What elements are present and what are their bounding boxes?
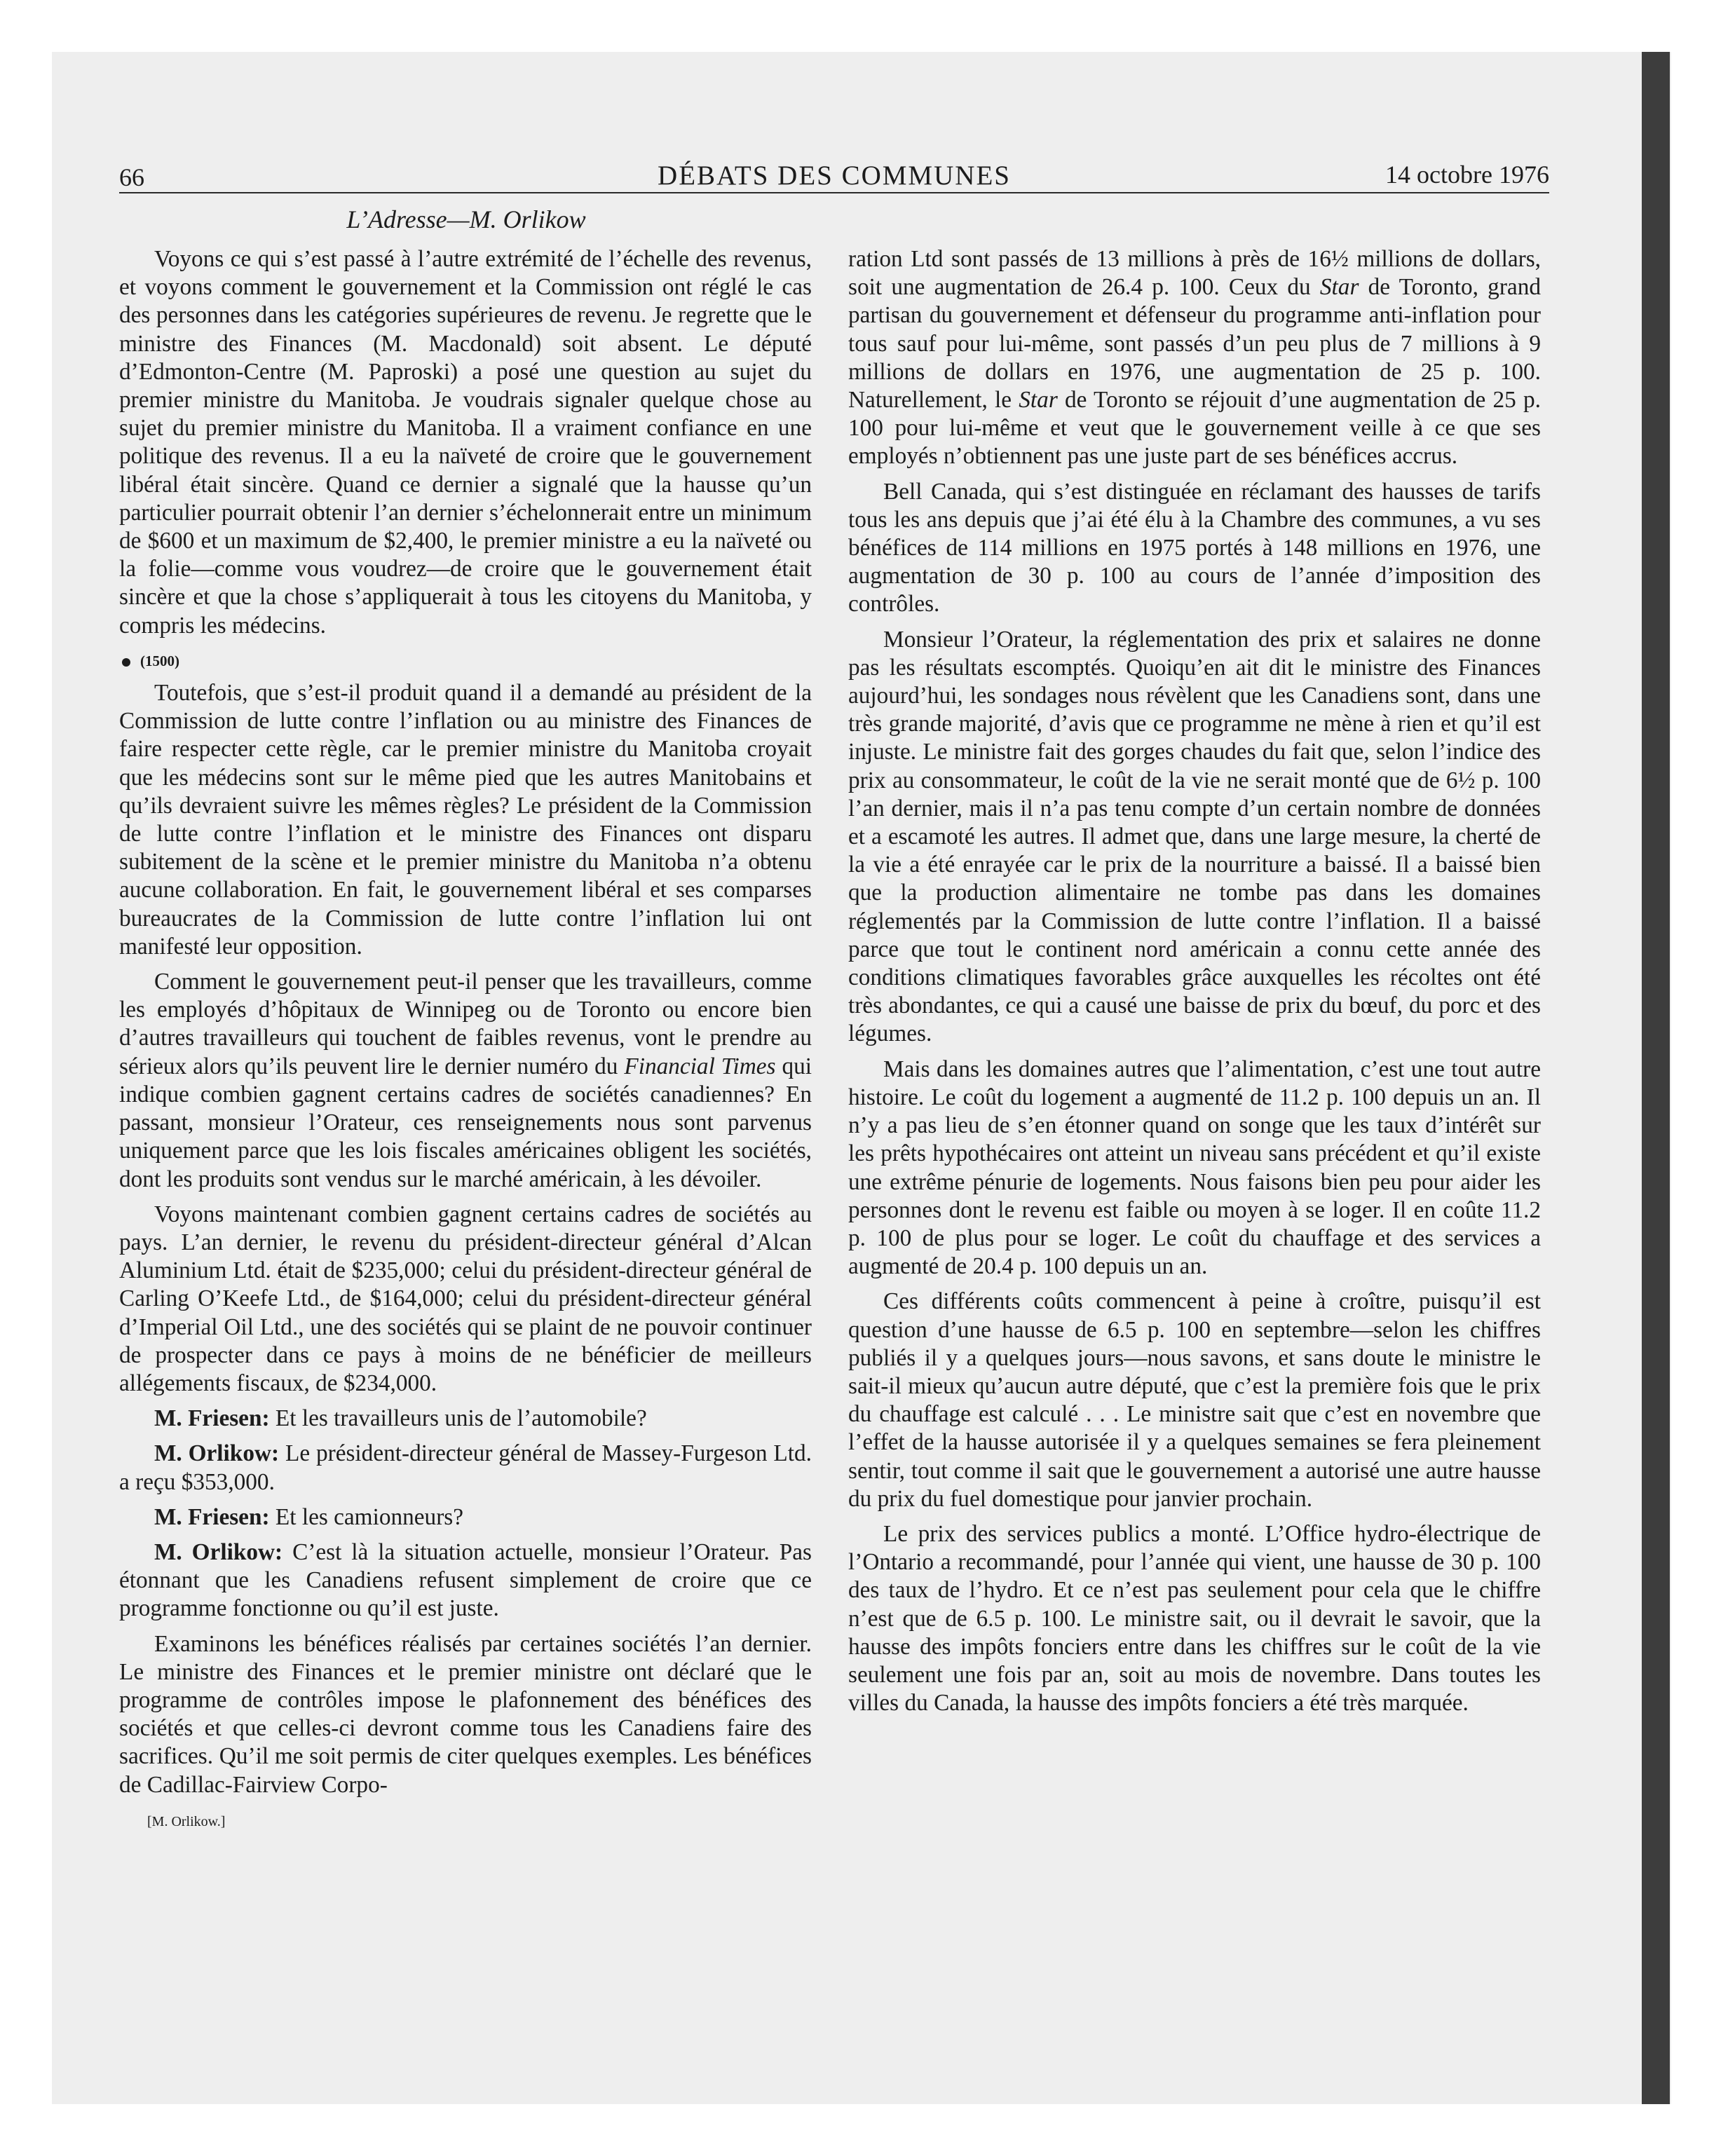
time-marker-label: (1500) xyxy=(140,652,179,669)
section-subheading: L’Adresse—M. Orlikow xyxy=(346,205,586,233)
paragraph-text: qui indique combien gagnent certains cadres de sociétés canadiennes? En passant, monsieur l’Orateur, ces renseignements nous sont parvenus uniquement parce que les lois fiscales américaines obligent les sociétés, dont les produits sont vendus sur le marché américain, à les dévoiler. xyxy=(119,1053,812,1192)
paragraph: Examinons les bénéfices réalisés par certaines sociétés l’an dernier. Le ministre des Finances et le premier ministre ont déclaré que le programme de contrôles impose le plafonnement des bénéfices des sociétés et que celles-ci devront comme tous les Canadiens faire des sacrifices. Qu’il me soit permis de citer quelques exemples. Les bénéfices de Cadillac-Fairview Corpo- xyxy=(119,1630,812,1798)
paragraph-text: de Toronto se réjouit d’une augmentation de 25 p. 100 pour lui-même et veut que le gouvernement veille à ce que ses employés n’obtiennent pas une juste part de ses bénéfices accrus. xyxy=(848,387,1541,470)
page-header xyxy=(119,158,1549,193)
page-date: 14 octobre 1976 xyxy=(1385,161,1549,189)
paragraph: Mais dans les domaines autres que l’alimentation, c’est une tout autre histoire. Le coût du logement a augmenté de 11.2 p. 100 depuis un an. Il n’y a pas lieu de s’en étonner quand on songe que les taux d’intérêt sur les prêts hypothécaires ont atteint un niveau sans précédent et qu’il existe une extrême pénurie de logements. Nous faisons bien peu pour aider les personnes dont le revenu est faible ou moyen à se loger. Il en coûte 11.2 p. 100 de plus pour se loger. Le coût du chauffage et des services a augmenté de 20.4 p. 100 depuis un an. xyxy=(848,1056,1541,1280)
publication-name: Financial Times xyxy=(624,1053,776,1079)
remark-text: Et les travailleurs unis de l’automobile? xyxy=(269,1405,647,1432)
bullet-icon xyxy=(122,658,130,667)
scan-edge-bar xyxy=(1642,52,1670,2104)
paragraph-text: de Toronto, grand partisan du gouvernement et défenseur du programme anti-inflation pour tous sauf pour lui-même, sont passés d’un peu plus de 7 millions à 9 millions de dollars en 1976, une augmentation de 25 p. 100. Naturellement, le xyxy=(848,274,1541,414)
right-column xyxy=(848,245,1541,1724)
left-column xyxy=(119,245,812,1836)
speaker-name: M. Orlikow: xyxy=(154,1538,283,1565)
paragraph: Voyons maintenant combien gagnent certains cadres de sociétés au pays. L’an dernier, le revenu du président-directeur général d’Alcan Aluminium Ltd. était de $235,000; celui du président-directeur général de Carling O’Keefe Ltd., de $164,000; celui du président-directeur général d’Imperial Oil Ltd., une des sociétés qui se plaint de ne pouvoir continuer de prospecter dans ce pays à moins de ne bénéficier de meilleurs allégements fiscaux, de $234,000. xyxy=(119,1201,812,1396)
time-marker xyxy=(119,647,812,675)
paragraph-text: ration Ltd sont passés de 13 millions à près de 16½ millions de dollars, soit une augmentation de 26.4 p. 100. Ceux du xyxy=(848,246,1541,301)
paragraph: Le prix des services publics a monté. L’Office hydro-électrique de l’Ontario a recommandé, pour l’année qui vient, une hausse de 30 p. 100 des taux de l’hydro. Et ce n’est pas seulement pour cela que le chiffre n’est que de 6.5 p. 100. Le ministre sait, ou il devrait le savoir, que la hausse des impôts fonciers entre dans les chiffres sur le coût de la vie seulement une fois par an, soit au mois de novembre. Dans toutes les villes du Canada, la hausse des impôts fonciers a été très marquée. xyxy=(848,1520,1541,1717)
remark-text: C’est là la situation actuelle, monsieur l’Orateur. Pas étonnant que les Canadiens refusent simplement de croire que ce programme fonctionne ou qu’il est juste. xyxy=(119,1538,812,1622)
publication-name: Star xyxy=(1019,387,1058,414)
speaker-remark xyxy=(119,1503,812,1531)
paragraph: Voyons ce qui s’est passé à l’autre extrémité de l’échelle des revenus, et voyons comment le gouvernement et la Commission ont réglé le cas des personnes dans les catégories supérieures de revenu. Je regrette que le ministre des Finances (M. Macdonald) soit absent. Le député d’Edmonton-Centre (M. Paproski) a posé une question au sujet du premier ministre du Manitoba. Je voudrais signaler quelque chose au sujet du premier ministre du Manitoba. Il a vraiment confiance en une politique des revenus. Il a eu la naïveté de croire que le gouvernement libéral était sincère. Quand ce dernier a signalé que la hausse qu’un particulier pourrait obtenir l’an dernier s’échelonnerait entre un minimum de $600 et un maximum de $2,400, le premier ministre a eu la naïveté ou la folie—comme vous voudrez—de croire que le gouvernement était sincère et que la chose s’appliquerait à tous les citoyens du Manitoba, y compris les médecins. xyxy=(119,246,812,639)
speaker-name: M. Friesen: xyxy=(154,1503,270,1530)
speaker-name: M. Friesen: xyxy=(154,1405,270,1432)
publication-title: DÉBATS DES COMMUNES xyxy=(658,161,1011,191)
speaker-attribution: [M. Orlikow.] xyxy=(147,1813,226,1829)
paragraph-text: Comment le gouvernement peut-il penser que les travailleurs, comme les employés d’hôpitaux de Winnipeg ou de Toronto ou encore bien d’autres travailleurs qui touchent de faibles revenus, vont le prendre au sérieux alors qu’ils peuvent lire le dernier numéro du xyxy=(119,969,812,1079)
speaker-remark xyxy=(119,1440,812,1496)
remark-text: Et les camionneurs? xyxy=(269,1503,464,1530)
speaker-remark xyxy=(119,1405,812,1433)
paragraph: Bell Canada, qui s’est distinguée en réclamant des hausses de tarifs tous les ans depuis que j’ai été élu à la Chambre des communes, a vu ses bénéfices de 114 millions en 1975 portés à 148 millions en 1976, une augmentation de 30 p. 100 au cours de l’année d’imposition des contrôles. xyxy=(848,478,1541,618)
page-number: 66 xyxy=(119,163,144,191)
paragraph: Monsieur l’Orateur, la réglementation des prix et salaires ne donne pas les résultats escomptés. Quoiqu’en ait dit le ministre des Finances aujourd’hui, les sondages nous révèlent que les Canadiens sont, dans une très grande majorité, d’avis que ce programme ne mène à rien et qu’il est injuste. Le ministre fait des gorges chaudes du fait que, selon l’indice des prix au consommateur, le coût de la vie ne serait monté que de 6½ p. 100 l’an dernier, mais il n’a pas tenu compte d’un certain nombre de données et a escamoté les autres. Il admet que, dans une large mesure, la cherté de la vie a été enrayée car le prix de la nourriture a baissé. Il a baissé bien que la production alimentaire ne tombe pas dans les domaines réglementés par la Commission de lutte contre l’inflation. Il a baissé parce que tout le continent nord américain a connu cette année des conditions climatiques favorables grâce auxquelles les récoltes ont été très abondantes, ce qui a causé une baisse de prix du bœuf, du porc et des légumes. xyxy=(848,626,1541,1047)
paragraph xyxy=(119,968,812,1194)
paragraph: Toutefois, que s’est-il produit quand il a demandé au président de la Commission de lutte contre l’inflation ou au ministre des Finances de faire respecter cette règle, car le premier ministre du Manitoba croyait que les médecins sont sur le même pied que les autres Manitobains et qu’ils devraient suivre les mêmes règles? Le président de la Commission de lutte contre l’inflation et le ministre des Finances ont disparu subitement de la scène et le premier ministre du Manitoba n’a obtenu aucune collaboration. En fait, le gouvernement libéral et ses comparses bureaucrates de la Commission de lutte contre l’inflation lui ont manifesté leur opposition. xyxy=(119,680,812,960)
paragraph xyxy=(848,245,1541,471)
paragraph: Ces différents coûts commencent à peine à croître, puisqu’il est question d’une hausse de 6.5 p. 100 en septembre—selon les chiffres publiés il y a quelques jours—nous savons, et sans doute le ministre le sait-il mieux qu’aucun autre député, que c’est la première fois que le prix du chauffage est calculé . . . Le ministre sait que c’est en novembre que l’effet de la hausse autorisée il y a quelques semaines se fera pleinement sentir, tout comme il sait que le gouvernement a autorisé une autre hausse du prix du fuel domestique pour janvier prochain. xyxy=(848,1288,1541,1512)
speaker-name: M. Orlikow: xyxy=(154,1440,280,1467)
speaker-remark xyxy=(119,1538,812,1623)
remark-text: Le président-directeur général de Massey-Furgeson Ltd. a reçu $353,000. xyxy=(119,1440,812,1495)
publication-name: Star xyxy=(1319,274,1359,301)
